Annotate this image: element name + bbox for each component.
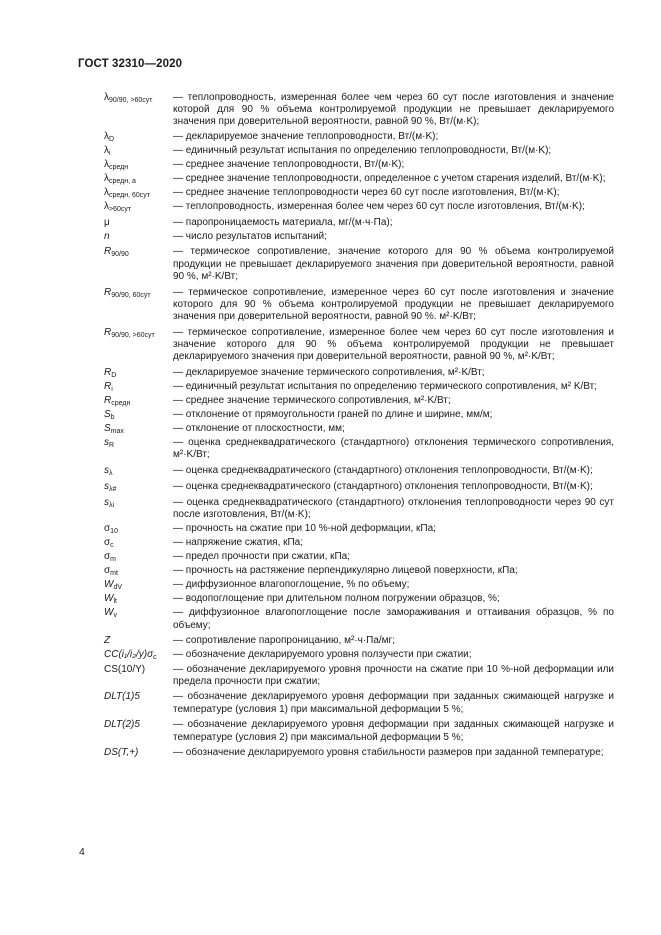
definition-text: — обозначение декларируемого уровня стабильности размеров при заданной температуре; — [173, 747, 604, 759]
definition-text: — термическое сопротивление, значение которого для 90 % объема контролируемой продукции не превышает декларируемого значения при доверительной вероятности, равной 90 %, м²·K/Вт; — [173, 246, 614, 282]
definition-row — [104, 649, 614, 661]
definition-symbol: CS(10/Y) — [104, 663, 146, 675]
definition-row — [104, 367, 614, 379]
definition-row — [104, 523, 614, 535]
definition-row — [104, 187, 614, 199]
definition-row — [104, 287, 614, 324]
definition-symbol: $W_{dV}$ — [104, 579, 123, 592]
definition-symbol: $S_b$ — [104, 409, 115, 422]
definitions-list — [104, 92, 614, 761]
definition-row — [104, 423, 614, 435]
definition-row — [104, 409, 614, 421]
definition-text: — предел прочности при сжатии, кПа; — [173, 551, 351, 563]
definition-symbol: $\sigma_{mt}$ — [104, 565, 118, 578]
definition-text: — декларируемое значение термического сопротивления, м²·K/Вт; — [173, 366, 485, 378]
definition-row — [104, 159, 614, 171]
definition-row — [104, 481, 614, 493]
definition-symbol: $\lambda_{>60сут}$ — [104, 200, 132, 213]
definition-row — [104, 201, 614, 213]
definition-row — [104, 691, 614, 715]
definition-symbol: DLT(1)5 — [104, 691, 140, 703]
definition-row — [104, 131, 614, 143]
definition-symbol: $\lambda_i$ — [104, 144, 111, 157]
definition-text: — число результатов испытаний; — [173, 230, 327, 242]
definition-row — [104, 664, 614, 688]
definition-row — [104, 381, 614, 393]
definition-symbol: $\sigma_m$ — [104, 551, 117, 564]
definition-symbol: Z — [104, 635, 111, 647]
definition-row — [104, 327, 614, 364]
definition-symbol: $R_{средн}$ — [104, 394, 131, 407]
definition-row — [104, 497, 614, 521]
definition-text: — теплопроводность, измеренная более чем через 60 сут после изготовления, Вт/(м·K); — [173, 200, 585, 212]
definition-row — [104, 437, 614, 461]
definition-symbol: $\lambda_{средн, 60сут}$ — [104, 186, 150, 199]
page-number: 4 — [79, 846, 85, 858]
definition-text: — сопротивление паропроницанию, м²·ч·Па/мг; — [173, 635, 395, 647]
definition-text: — оценка среднеквадратического (стандартного) отклонения теплопроводности через 90 сут после изготовления, Вт/(м·K); — [173, 496, 614, 520]
definition-row — [104, 635, 614, 647]
definition-symbol: $s_\lambda$ — [104, 465, 113, 478]
definition-symbol: $\sigma_{10}$ — [104, 522, 118, 535]
definition-symbol: μ — [104, 216, 110, 228]
definition-text: — среднее значение теплопроводности, определенное с учетом старения изделий, Вт/(м·K); — [173, 172, 606, 184]
definition-symbol: $R_{90/90, 60сут}$ — [104, 286, 151, 299]
definition-text: — прочность на сжатие при 10 %-ной деформации, кПа; — [173, 522, 436, 534]
definition-symbol: DS(T,+) — [104, 747, 139, 759]
definition-symbol: $R_{90/90}$ — [104, 246, 129, 259]
definition-row — [104, 173, 614, 185]
definition-row — [104, 92, 614, 129]
definition-text: — теплопроводность, измеренная более чем через 60 сут после изготовления и значение которой для 90 % объема контролируемой продукции не превышает декларируемого значения при доверительной вероятности, равной 90 %, Вт/(м·K); — [173, 92, 614, 128]
definition-text: — обозначение декларируемого уровня деформации при заданных сжимающей нагрузке и температуре (условия 2) при максимальной деформации 5 %; — [173, 719, 614, 743]
definition-text: — единичный результат испытания по определению теплопроводности, Вт/(м·K); — [173, 144, 552, 156]
definition-text: — водопоглощение при длительном полном погружении образцов, %; — [173, 593, 500, 605]
definition-text: — обозначение декларируемого уровня деформации при заданных сжимающей нагрузке и температуре (условия 1) при максимальной деформации 5 %; — [173, 691, 614, 715]
definition-text: — обозначение декларируемого уровня прочности на сжатие при 10 %-ной деформации или предела прочности при сжатии; — [173, 663, 614, 687]
definition-symbol: $R_i$ — [104, 380, 113, 393]
definition-row — [104, 565, 614, 577]
definition-text: — оценка среднеквадратического (стандартного) отклонения теплопроводности, Вт/(м·K); — [173, 465, 593, 477]
definition-symbol: $W_v$ — [104, 607, 117, 620]
definition-symbol: $\lambda_{средн, a}$ — [104, 172, 136, 185]
definition-text: — среднее значение теплопроводности через 60 сут после изготовления, Вт/(м·K); — [173, 186, 560, 198]
definition-symbol: $\sigma_c$ — [104, 536, 114, 549]
definition-text: — обозначение декларируемого уровня ползучести при сжатии; — [173, 649, 472, 661]
definition-row — [104, 231, 614, 243]
definition-text: — отклонение от плоскостности, мм; — [173, 423, 345, 435]
definition-text: — среднее значение термического сопротивления, м²·K/Вт; — [173, 394, 451, 406]
definition-symbol: $s_{\lambda\#}$ — [104, 480, 117, 493]
definition-symbol: $\lambda_D$ — [104, 130, 115, 143]
definition-symbol: $CC(i_1/i_2/y)\sigma_c$ — [104, 649, 157, 662]
definition-row — [104, 145, 614, 157]
definition-symbol: $S_{max}$ — [104, 423, 124, 436]
definition-row — [104, 593, 614, 605]
definition-row — [104, 607, 614, 631]
document-header: ГОСТ 32310—2020 — [78, 58, 183, 70]
definition-row — [104, 719, 614, 743]
definition-symbol: $s_R$ — [104, 437, 115, 450]
definition-text: — оценка среднеквадратического (стандартного) отклонения термического сопротивления, м²·K/Вт; — [173, 437, 614, 461]
definition-symbol: $\lambda_{средн}$ — [104, 158, 129, 171]
definition-text: — среднее значение теплопроводности, Вт/(м·K); — [173, 158, 405, 170]
definition-row — [104, 246, 614, 283]
definition-text: — отклонение от прямоугольности граней по длине и ширине, мм/м; — [173, 409, 493, 421]
definition-symbol: $R_D$ — [104, 366, 117, 379]
definition-text: — прочность на растяжение перпендикулярно лицевой поверхности, кПа; — [173, 565, 518, 577]
definition-row — [104, 747, 614, 759]
definition-text: — термическое сопротивление, измеренное через 60 сут после изготовления и значение которого для 90 % объема контролируемой продукции не превышает декларируемого значения при доверительной вероятности, равной 90 %. м²·K/Вт; — [173, 286, 614, 322]
definition-text: — диффузионное влагопоглощение, % по объему; — [173, 579, 410, 591]
definition-symbol: $W_{lt}$ — [104, 593, 117, 606]
definition-text: — декларируемое значение теплопроводности, Вт/(м·K); — [173, 130, 439, 142]
definition-row — [104, 579, 614, 591]
definition-row — [104, 465, 614, 477]
definition-symbol: n — [104, 230, 110, 242]
definition-symbol: DLT(2)5 — [104, 719, 140, 731]
definition-text: — паропроницаемость материала, мг/(м·ч·Па); — [173, 216, 393, 228]
definition-row — [104, 551, 614, 563]
definition-text: — диффузионное влагопоглощение после замораживания и оттаивания образцов, % по объему; — [173, 607, 614, 631]
definition-row — [104, 217, 614, 229]
definition-text: — оценка среднеквадратического (стандартного) отклонения теплопроводности, Вт/(м·K); — [173, 480, 593, 492]
definition-text: — напряжение сжатия, кПа; — [173, 536, 304, 548]
definition-symbol: $R_{90/90, >60сут}$ — [104, 326, 155, 339]
definition-row — [104, 395, 614, 407]
definition-symbol: $s_{\lambda i}$ — [104, 496, 115, 509]
definition-text: — термическое сопротивление, измеренное более чем через 60 сут после изготовления и значение которого для 90 % объема контролируемой продукции не превышает декларируемого значения при доверительной вероятности, равной 90 %, м²·K/Вт; — [173, 326, 614, 363]
definition-row — [104, 537, 614, 549]
definition-text: — единичный результат испытания по определению термического сопротивления, м² K/Вт; — [173, 380, 598, 392]
definition-symbol: $\lambda_{90/90, >60сут}$ — [104, 92, 153, 104]
